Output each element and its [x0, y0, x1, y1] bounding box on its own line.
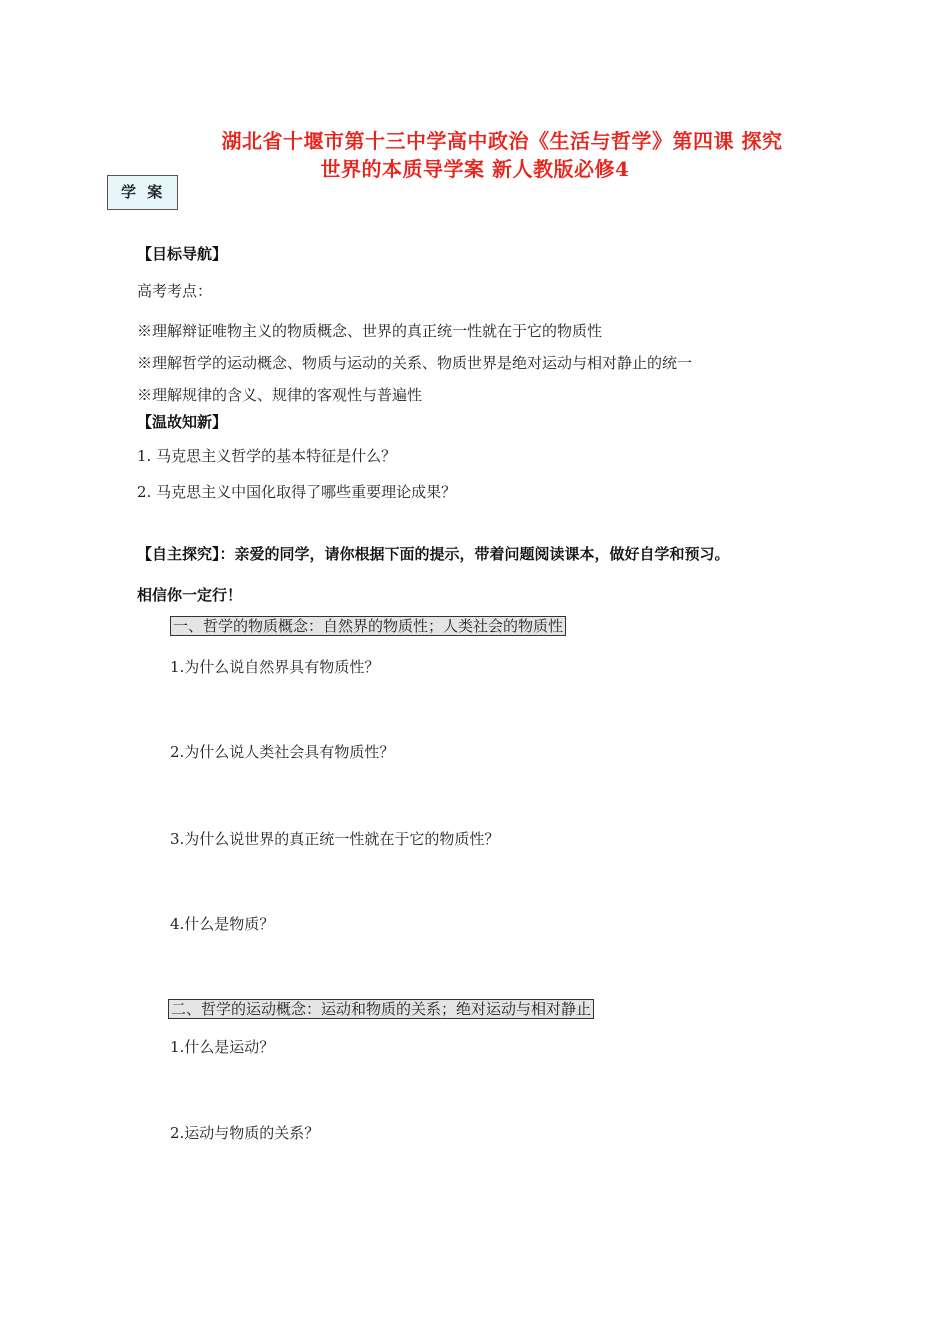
objective-point: ※理解辩证唯物主义的物质概念、世界的真正统一性就在于它的物质性 [137, 322, 603, 340]
section1-question: 3.为什么说世界的真正统一性就在于它的物质性？ [170, 830, 500, 848]
section1-title: 一、哲学的物质概念：自然界的物质性；人类社会的物质性 [170, 616, 566, 636]
document-title-line1: 湖北省十堰市第十三中学高中政治《生活与哲学》第四课 探究 [221, 129, 783, 153]
review-question: 1. 马克思主义哲学的基本特征是什么？ [137, 447, 397, 465]
study-plan-badge: 学 案 [107, 175, 178, 210]
review-heading: 【温故知新】 [137, 413, 228, 431]
section2-question: 1.什么是运动？ [170, 1038, 275, 1056]
explore-instruction: 【自主探究】：亲爱的同学，请你根据下面的提示，带着问题阅读课本，做好自学和预习。 [137, 545, 730, 563]
section1-question: 4.什么是物质？ [170, 915, 275, 933]
explore-encouragement: 相信你一定行！ [137, 586, 243, 604]
section1-question: 2.为什么说人类社会具有物质性？ [170, 743, 395, 761]
objective-point: ※理解哲学的运动概念、物质与运动的关系、物质世界是绝对运动与相对静止的统一 [137, 354, 693, 372]
section1-question: 1.为什么说自然界具有物质性？ [170, 658, 380, 676]
review-question: 2. 马克思主义中国化取得了哪些重要理论成果？ [137, 483, 457, 501]
objectives-heading: 【目标导航】 [137, 245, 228, 263]
section2-question: 2.运动与物质的关系？ [170, 1124, 320, 1142]
objective-point: ※理解规律的含义、规律的客观性与普遍性 [137, 386, 423, 404]
document-title-line2: 世界的本质导学案 新人教版必修4 [320, 157, 630, 181]
section2-title: 二、哲学的运动概念：运动和物质的关系；绝对运动与相对静止 [168, 999, 594, 1019]
exam-points-label: 高考考点： [137, 282, 213, 300]
